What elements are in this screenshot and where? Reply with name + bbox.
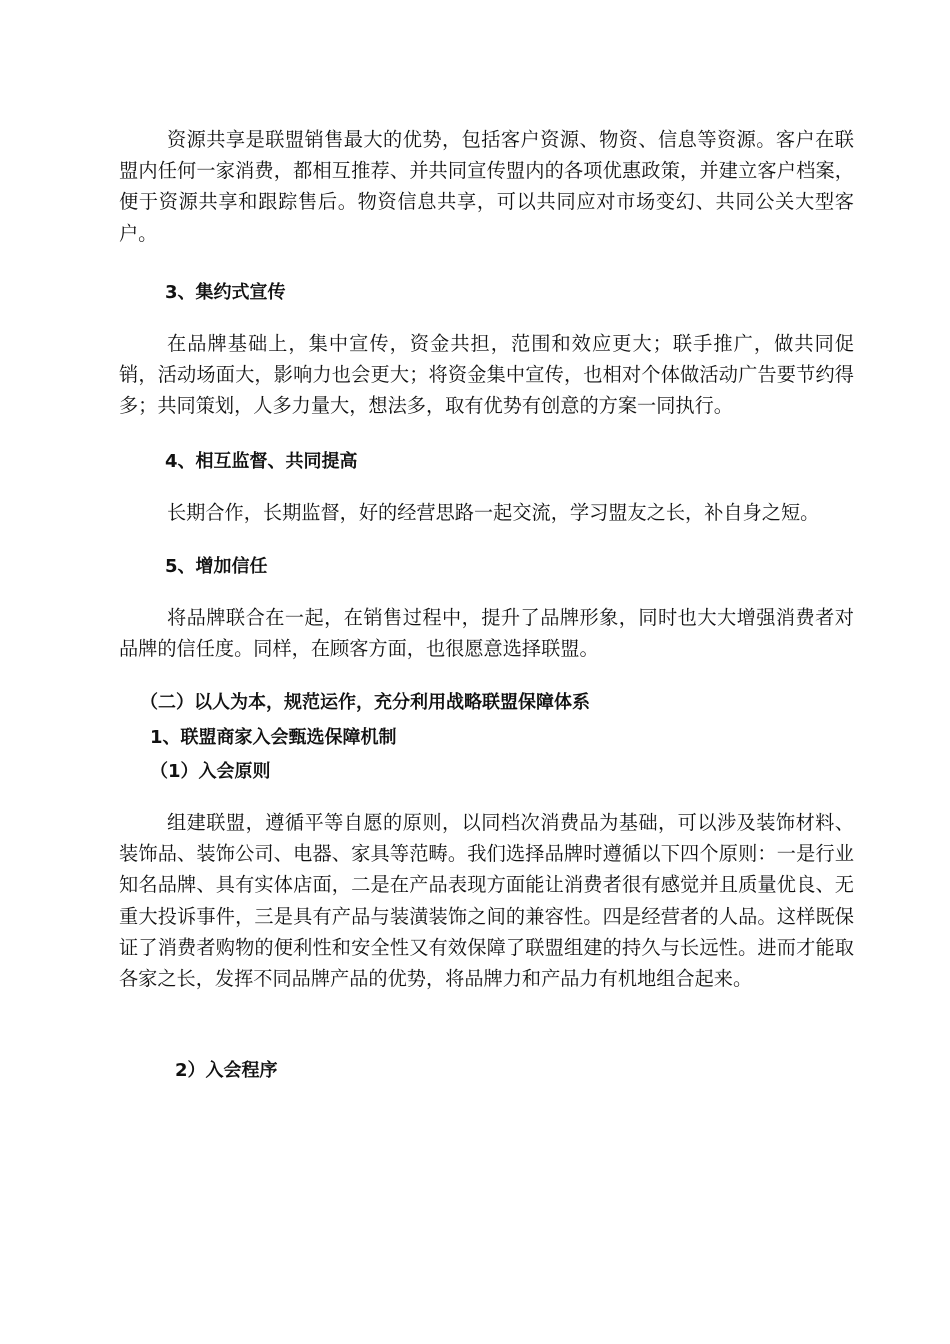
paragraph-mutual-supervision: 长期合作，长期监督，好的经营思路一起交流，学习盟友之长，补自身之短。 — [167, 501, 820, 524]
paragraph-centralized-promotion: 在品牌基础上，集中宣传，资金共担，范围和效应更大；联手推广，做共同促销，活动场面大，影响力也会更大；将资金集中宣传，也相对个体做活动广告要节约得多；共同策划，人多力量大，想法多，取有优势有创意的方案一同执行。 — [119, 332, 854, 418]
heading-centralized-promotion: 3、集约式宣传 — [165, 282, 286, 303]
paragraph-admission-principles: 组建联盟，遵循平等自愿的原则，以同档次消费品为基础，可以涉及装饰材料、装饰品、装饰公司、电器、家具等范畴。我们选择品牌时遵循以下四个原则：一是行业知名品牌、具有实体店面，二是在产品表现方面能让消费者很有感觉并且质量优良、无重大投诉事件，三是具有产品与装潢装饰之间的兼容性。四是经营者的人品。这样既保证了消费者购物的便利性和安全性又有效保障了联盟组建的持久与长远性。进而才能取各家之长，发挥不同品牌产品的优势，将品牌力和产品力有机地组合起来。 — [119, 811, 854, 991]
subheading-selection-mechanism: 1、联盟商家入会甄选保障机制 — [150, 727, 397, 748]
section-heading-2: （二）以人为本，规范运作，充分利用战略联盟保障体系 — [140, 692, 590, 713]
heading-increase-trust: 5、增加信任 — [165, 556, 268, 577]
paragraph-resource-sharing: 资源共享是联盟销售最大的优势，包括客户资源、物资、信息等资源。客户在联盟内任何一家消费，都相互推荐、并共同宣传盟内的各项优惠政策，并建立客户档案，便于资源共享和跟踪售后。物资信息共享，可以共同应对市场变幻、共同公关大型客户。 — [119, 128, 854, 245]
subheading-admission-principles: （1）入会原则 — [150, 761, 271, 782]
heading-mutual-supervision: 4、相互监督、共同提高 — [165, 451, 358, 472]
subheading-admission-procedure: 2）入会程序 — [175, 1060, 278, 1081]
paragraph-increase-trust: 将品牌联合在一起，在销售过程中，提升了品牌形象，同时也大大增强消费者对品牌的信任度。同样，在顾客方面，也很愿意选择联盟。 — [119, 606, 854, 661]
